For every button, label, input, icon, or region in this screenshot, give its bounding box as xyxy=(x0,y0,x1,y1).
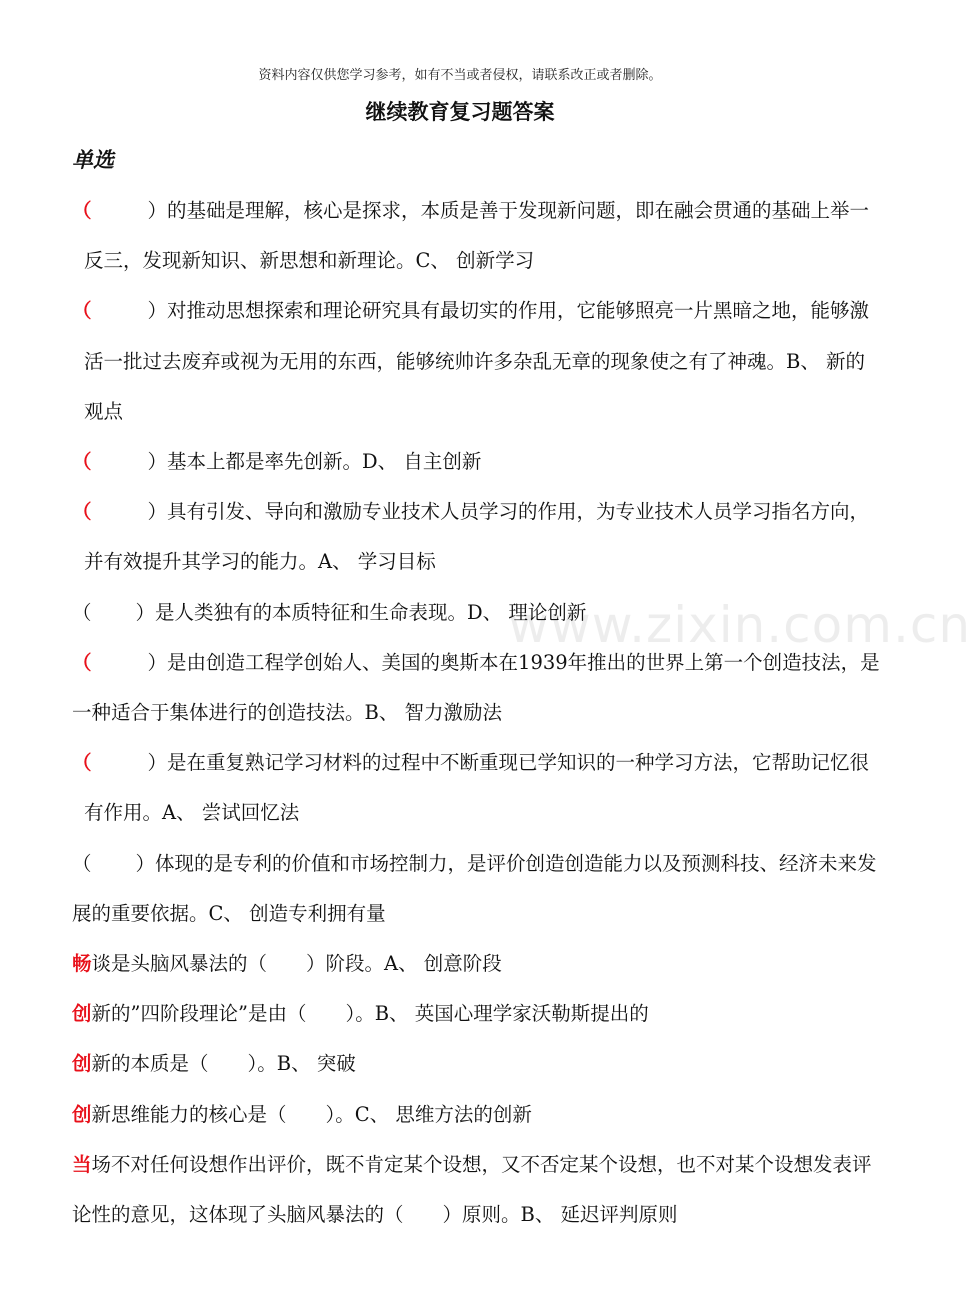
blank-open-paren: （ xyxy=(72,751,92,775)
question-list xyxy=(72,186,884,1240)
blank-open-paren: （ xyxy=(72,600,92,624)
question-item xyxy=(72,1090,884,1140)
question-item xyxy=(72,186,884,286)
question-item xyxy=(72,1039,884,1089)
blank-open-paren: （ xyxy=(72,650,92,674)
blank-close-paren: ） xyxy=(147,650,168,674)
question-item xyxy=(72,638,884,738)
question-item xyxy=(72,1140,884,1240)
first-char-red: 创 xyxy=(72,1052,92,1076)
question-text: 场不对任何设想作出评价，既不肯定某个设想，又不否定某个设想，也不对某个设想发表评论性的意见，这体现了头脑风暴法的（ ）原则。B、 延迟评判原则 xyxy=(72,1152,872,1227)
header-note: 资料内容仅供您学习参考，如有不当或者侵权，请联系改正或者删除。 xyxy=(258,68,662,83)
question-text: 是在重复熟记学习材料的过程中不断重现已学知识的一种学习方法，它帮助记忆很有作用。A、 尝试回忆法 xyxy=(84,751,870,825)
document-title: 继续教育复习题答案 xyxy=(365,99,555,124)
question-text: 的基础是理解，核心是探求，本质是善于发现新问题，即在融会贯通的基础上举一反三，发现新知识、新思想和新理论。C、 创新学习 xyxy=(84,199,870,273)
question-item xyxy=(72,839,884,939)
question-item xyxy=(72,588,884,638)
blank-close-paren: ） xyxy=(147,751,168,775)
question-text: 基本上都是率先创新。D、 自主创新 xyxy=(167,450,482,474)
blank-close-paren: ） xyxy=(147,299,168,323)
first-char-red: 畅 xyxy=(72,952,92,976)
question-item xyxy=(72,487,884,587)
blank-open-paren: （ xyxy=(72,450,92,474)
question-text: 新的”四阶段理论”是由（ ）。B、 英国心理学家沃勒斯提出的 xyxy=(91,1002,649,1026)
question-text: 对推动思想探索和理论研究具有最切实的作用，它能够照亮一片黑暗之地，能够激活一批过去废弃或视为无用的东西，能够统帅许多杂乱无章的现象使之有了神魂。B、 新的观点 xyxy=(84,299,870,423)
question-item xyxy=(72,286,884,437)
blank-close-paren: ） xyxy=(147,199,168,222)
question-text: 具有引发、导向和激励专业技术人员学习的作用，为专业技术人员学习指名方向，并有效提升其学习的能力。A、 学习目标 xyxy=(84,500,870,574)
section-heading: 单选 xyxy=(72,147,114,172)
question-text: 是由创造工程学创始人、美国的奥斯本在1939年推出的世界上第一个创造技法，是一种适合于集体进行的创造技法。B、 智力激励法 xyxy=(72,650,880,725)
blank-close-paren: ） xyxy=(135,600,156,624)
blank-open-paren: （ xyxy=(72,500,92,524)
blank-close-paren: ） xyxy=(135,851,156,875)
question-text: 体现的是专利的价值和市场控制力，是评价创造创造能力以及预测科技、经济未来发展的重要依据。C、 创造专利拥有量 xyxy=(72,851,877,925)
blank-open-paren: （ xyxy=(72,199,92,222)
question-text: 新的本质是（ ）。B、 突破 xyxy=(91,1052,356,1076)
first-char-red: 创 xyxy=(72,1002,92,1026)
question-item xyxy=(72,939,884,989)
first-char-red: 创 xyxy=(72,1102,92,1126)
question-text: 谈是头脑风暴法的（ ）阶段。A、 创意阶段 xyxy=(91,952,502,976)
blank-open-paren: （ xyxy=(72,851,92,875)
blank-close-paren: ） xyxy=(147,500,168,524)
question-text: 是人类独有的本质特征和生命表现。D、 理论创新 xyxy=(155,600,587,624)
question-item xyxy=(72,738,884,838)
watermark: www.zixin.com.cn xyxy=(508,596,971,654)
blank-close-paren: ） xyxy=(147,450,168,474)
blank-open-paren: （ xyxy=(72,299,92,323)
question-item xyxy=(72,437,884,487)
question-item xyxy=(72,989,884,1039)
question-text: 新思维能力的核心是（ ）。C、 思维方法的创新 xyxy=(91,1102,532,1126)
first-char-red: 当 xyxy=(72,1152,92,1176)
